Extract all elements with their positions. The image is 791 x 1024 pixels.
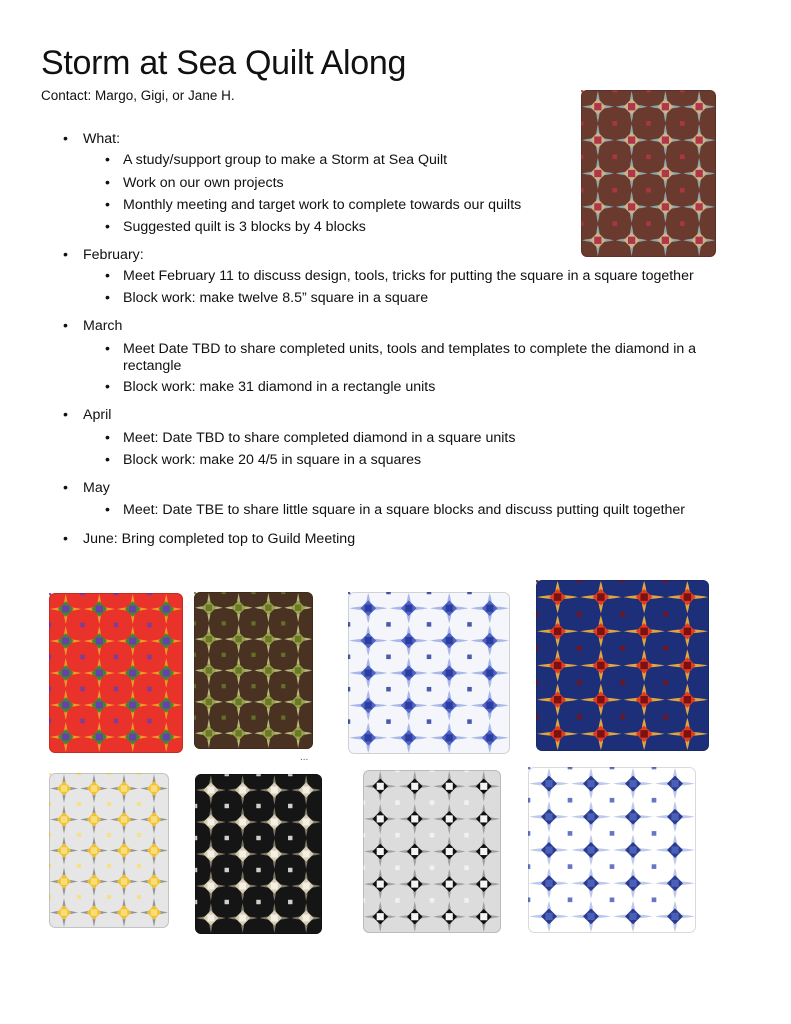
gallery-ellipsis: ... — [300, 752, 309, 763]
section-what: • What: — [83, 131, 120, 148]
february-item: • Block work: make twelve 8.5” square in a square — [123, 290, 428, 307]
march-item: • Block work: make 31 diamond in a rectangle units — [123, 379, 435, 396]
section-march: • March — [83, 318, 122, 335]
navy-blue-storm-quilt-photo — [528, 767, 696, 933]
what-item: • Monthly meeting and target work to complete towards our quilts — [123, 197, 521, 214]
heart-storm-quilt-photo — [363, 770, 501, 933]
contact-line: Contact: Margo, Gigi, or Jane H. — [41, 88, 235, 103]
february-item: • Meet February 11 to discuss design, tools, tricks for putting the square in a square together — [123, 268, 694, 285]
section-june: • June: Bring completed top to Guild Meeting — [83, 531, 355, 548]
may-item: • Meet: Date TBE to share little square in a square blocks and discuss putting quilt together — [123, 502, 685, 519]
olive-brown-storm-quilt-photo — [194, 592, 313, 749]
what-item: • Work on our own projects — [123, 175, 284, 192]
black-tan-storm-quilt-photo — [195, 774, 322, 934]
april-item: • Meet: Date TBD to share completed diamond in a square units — [123, 430, 515, 447]
section-may: • May — [83, 480, 110, 497]
what-item: • A study/support group to make a Storm at Sea Quilt — [123, 152, 447, 169]
march-item: • Meet Date TBD to share completed units, tools and templates to complete the diamond in a rectangle — [123, 341, 728, 375]
scrappy-storm-quilt-photo — [581, 90, 716, 257]
red-gold-storm-quilt-photo — [536, 580, 709, 751]
april-item: • Block work: make 20 4/5 in square in a squares — [123, 452, 421, 469]
gray-yellow-storm-quilt-photo — [49, 773, 169, 928]
section-february: • February: — [83, 247, 144, 264]
page-title: Storm at Sea Quilt Along — [41, 44, 407, 82]
what-item: • Suggested quilt is 3 blocks by 4 blocks — [123, 219, 366, 236]
section-april: • April — [83, 407, 111, 424]
blue-white-storm-quilt-photo — [348, 592, 510, 754]
rainbow-storm-quilt-photo — [49, 593, 183, 753]
